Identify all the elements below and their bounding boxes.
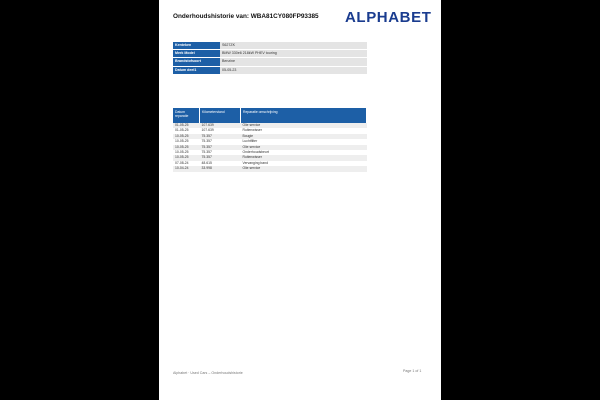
table-row [173,166,367,171]
repair-date: 01-05-25 [173,123,200,128]
repair-date: 10-04-24 [173,166,200,171]
alphabet-logo: ALPHABET [345,9,432,26]
info-label: Merk Model [173,50,220,58]
mileage: 33.998 [200,166,241,171]
repair-description: Luchtfilter [241,139,367,144]
info-label: Datum deel1 [173,66,220,74]
info-label: Kenteken [173,42,220,50]
repair-date: 07-08-24 [173,161,200,166]
repair-description: Olie service [241,166,367,171]
vehicle-info-table [173,42,367,75]
header-mileage: Kilometerstand [200,108,241,123]
repair-description: Onderhoudsbeurt [241,150,367,155]
info-label: Brandstofsoort [173,58,220,66]
repair-description: Ruitenwisser [241,155,367,160]
repair-date: 01-05-25 [173,128,200,133]
footer-text: Alphabet · Used Cars – Onderhoudshistorie [173,371,243,375]
mileage: 107.639 [200,123,241,128]
info-row [173,58,367,66]
info-value: Benzine [220,58,367,66]
mileage: 75.357 [200,150,241,155]
info-row [173,66,367,74]
repair-date: 10-05-25 [173,139,200,144]
info-row [173,50,367,58]
repair-description: Vervanging band [241,161,367,166]
document-title: Onderhoudshistorie van: WBA81CY080FP93385 [173,13,319,20]
repair-description: Olie service [241,123,367,128]
header-repair-description: Reparatie omschrijving [241,108,367,123]
repair-description: Ruitenwisser [241,128,367,133]
repair-history-table [173,108,367,172]
repair-description: Bougie [241,134,367,139]
repair-date: 10-05-25 [173,134,200,139]
mileage: 75.357 [200,155,241,160]
mileage: 75.357 [200,134,241,139]
repair-date: 10-05-25 [173,150,200,155]
mileage: 75.357 [200,145,241,150]
mileage: 107.639 [200,128,241,133]
repair-description: Olie service [241,145,367,150]
info-value: 05-05-23 [220,66,367,74]
mileage: 75.357 [200,139,241,144]
mileage: 48.615 [200,161,241,166]
info-row [173,42,367,50]
document-page [159,0,441,400]
repair-date: 10-05-25 [173,155,200,160]
page-number: Page 1 of 1 [403,369,422,373]
repair-date: 10-05-25 [173,145,200,150]
info-value: S627ZK [220,42,367,50]
repair-header-row [173,108,367,123]
header-repair-date: Datum reparatie [173,108,200,123]
info-value: BMW 330e6 218kW PHEV touring [220,50,367,58]
